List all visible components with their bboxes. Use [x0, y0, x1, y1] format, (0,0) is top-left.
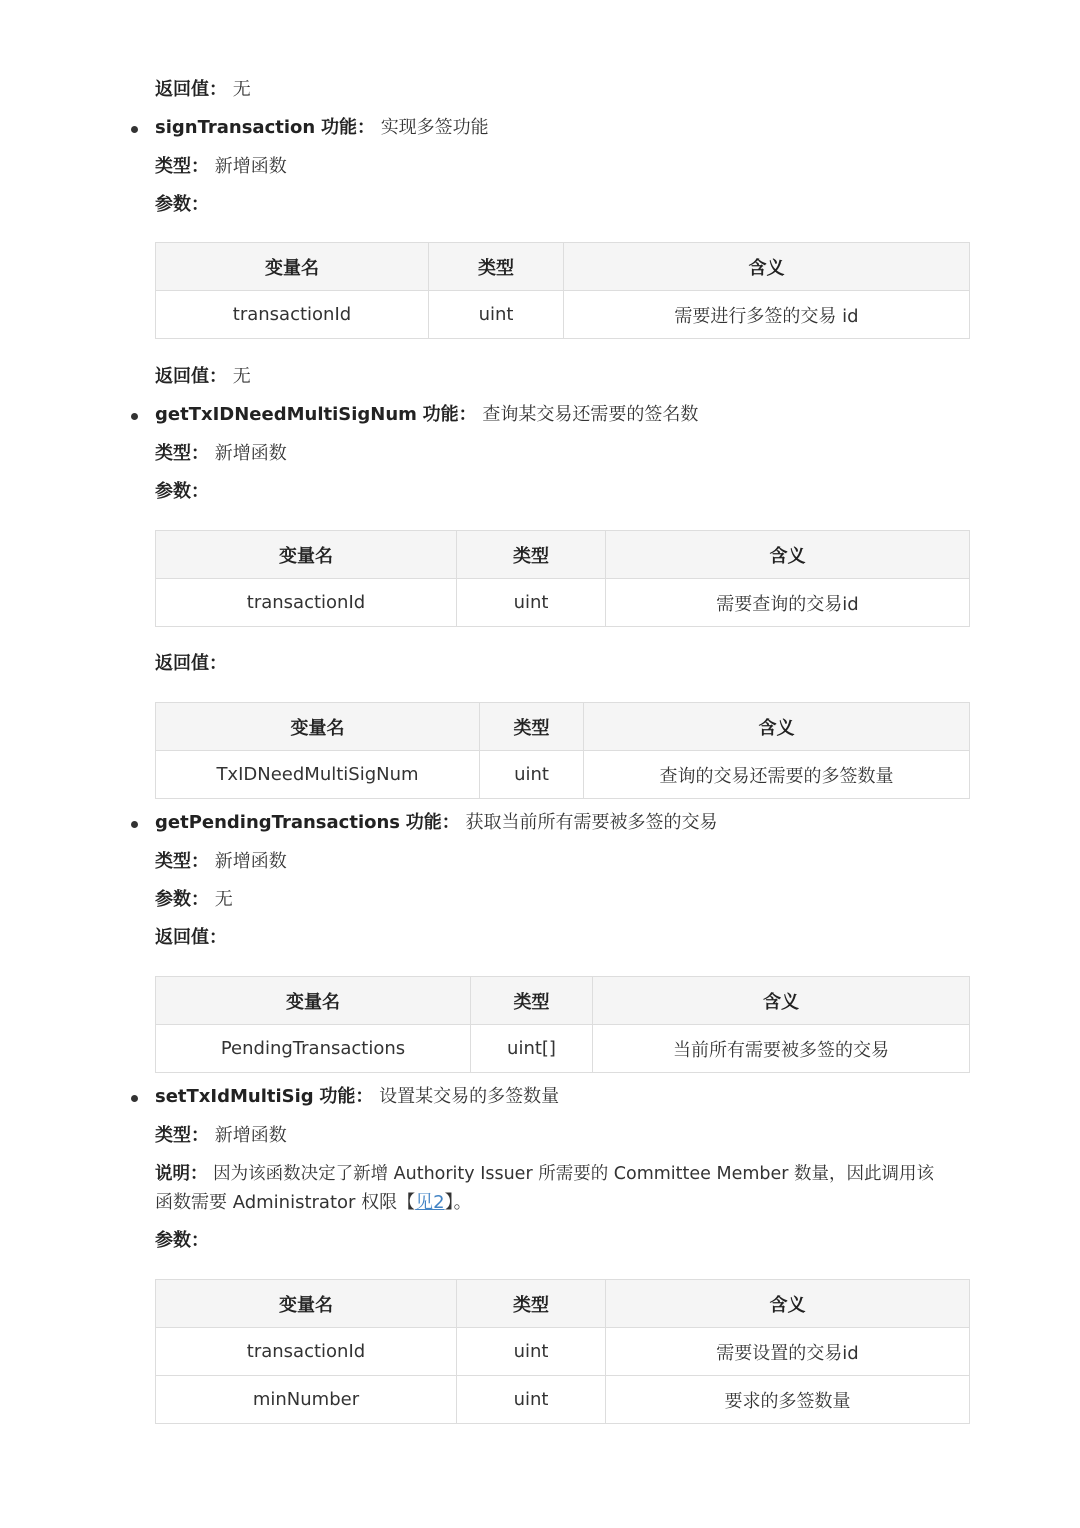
header-cell: 变量名 — [156, 1280, 457, 1328]
header-cell: 类型 — [457, 1280, 606, 1328]
type-label: 类型： — [155, 443, 209, 464]
type-value: 新增函数 — [214, 851, 287, 872]
header-cell: 类型 — [480, 703, 584, 751]
note-text: 】。 — [444, 1192, 472, 1213]
params-table — [155, 530, 970, 627]
table-cell: uint[] — [471, 1025, 593, 1073]
type-line — [155, 1122, 287, 1150]
bullet-dot — [131, 126, 138, 133]
return-label: 返回值： — [155, 79, 227, 100]
table-cell: 要求的多签数量 — [606, 1376, 970, 1424]
table-cell: uint — [457, 1376, 606, 1424]
function-heading — [155, 809, 717, 837]
type-line — [155, 848, 287, 876]
params-label: 参数： — [155, 889, 209, 910]
function-label: 功能： — [319, 1086, 374, 1107]
note-line — [155, 1160, 934, 1188]
table-row — [156, 1376, 970, 1424]
table-header-row — [156, 243, 970, 291]
header-cell: 含义 — [606, 1280, 970, 1328]
function-desc: 实现多签功能 — [380, 117, 489, 138]
type-line — [155, 153, 287, 181]
return-line — [155, 924, 227, 952]
return-line — [155, 363, 251, 391]
table-cell: uint — [457, 1328, 606, 1376]
table-cell: 需要设置的交易id — [606, 1328, 970, 1376]
table-header-row — [156, 703, 970, 751]
return-line — [155, 76, 251, 104]
params-label: 参数： — [155, 1230, 209, 1251]
header-cell: 含义 — [564, 243, 970, 291]
table-row — [156, 1328, 970, 1376]
function-heading — [155, 401, 698, 429]
table-header-row — [156, 977, 970, 1025]
note-line-2 — [155, 1189, 472, 1217]
bullet-dot — [131, 821, 138, 828]
header-cell: 含义 — [606, 531, 970, 579]
params-table — [155, 1279, 970, 1424]
table-cell: 查询的交易还需要的多签数量 — [584, 751, 970, 799]
bullet-dot — [131, 1095, 138, 1102]
params-line — [155, 886, 233, 914]
type-label: 类型： — [155, 851, 209, 872]
function-heading — [155, 114, 489, 142]
type-label: 类型： — [155, 156, 209, 177]
table-cell: transactionId — [156, 1328, 457, 1376]
params-table — [155, 242, 970, 339]
table-row — [156, 1025, 970, 1073]
note-label: 说明： — [155, 1164, 208, 1184]
header-cell: 变量名 — [156, 977, 471, 1025]
type-label: 类型： — [155, 1125, 209, 1146]
function-label: 功能： — [405, 812, 460, 833]
params-value: 无 — [214, 889, 233, 910]
table-cell: uint — [429, 291, 564, 339]
table-cell: uint — [480, 751, 584, 799]
return-value: 无 — [232, 366, 251, 387]
returns-table — [155, 702, 970, 799]
table-row — [156, 751, 970, 799]
table-cell: 需要查询的交易id — [606, 579, 970, 627]
header-cell: 类型 — [429, 243, 564, 291]
header-cell: 变量名 — [156, 531, 457, 579]
see-reference-link[interactable]: 见2 — [415, 1192, 445, 1213]
header-cell: 含义 — [584, 703, 970, 751]
table-cell: transactionId — [156, 579, 457, 627]
header-cell: 类型 — [471, 977, 593, 1025]
table-cell: uint — [457, 579, 606, 627]
table-cell: 当前所有需要被多签的交易 — [593, 1025, 970, 1073]
function-name: getPendingTransactions — [155, 812, 401, 833]
note-text: 函数需要 Administrator 权限【 — [155, 1192, 416, 1213]
type-value: 新增函数 — [214, 156, 287, 177]
type-value: 新增函数 — [214, 443, 287, 464]
params-line — [155, 478, 209, 506]
function-name: getTxIDNeedMultiSigNum — [155, 404, 417, 425]
header-cell: 变量名 — [156, 703, 480, 751]
function-name: setTxIdMultiSig — [155, 1086, 314, 1107]
note-text: 因为该函数决定了新增 Authority Issuer 所需要的 Committee Member 数量，因此调用该 — [213, 1164, 935, 1184]
function-heading — [155, 1083, 559, 1111]
table-row — [156, 291, 970, 339]
bullet-dot — [131, 413, 138, 420]
return-label: 返回值： — [155, 653, 227, 674]
return-label: 返回值： — [155, 366, 227, 387]
function-label: 功能： — [422, 404, 477, 425]
table-row — [156, 579, 970, 627]
return-value: 无 — [232, 79, 251, 100]
function-desc: 获取当前所有需要被多签的交易 — [465, 812, 718, 833]
table-cell: TxIDNeedMultiSigNum — [156, 751, 480, 799]
table-header-row — [156, 1280, 970, 1328]
header-cell: 含义 — [593, 977, 970, 1025]
header-cell: 变量名 — [156, 243, 429, 291]
function-desc: 设置某交易的多签数量 — [379, 1086, 560, 1107]
function-desc: 查询某交易还需要的签名数 — [482, 404, 699, 425]
type-value: 新增函数 — [214, 1125, 287, 1146]
table-cell: minNumber — [156, 1376, 457, 1424]
params-label: 参数： — [155, 481, 209, 502]
returns-table — [155, 976, 970, 1073]
params-line — [155, 191, 209, 219]
params-line — [155, 1227, 209, 1255]
return-label: 返回值： — [155, 927, 227, 948]
function-label: 功能： — [320, 117, 375, 138]
params-label: 参数： — [155, 194, 209, 215]
table-cell: 需要进行多签的交易 id — [564, 291, 970, 339]
function-name: signTransaction — [155, 117, 316, 138]
type-line — [155, 440, 287, 468]
table-cell: transactionId — [156, 291, 429, 339]
table-cell: PendingTransactions — [156, 1025, 471, 1073]
header-cell: 类型 — [457, 531, 606, 579]
table-header-row — [156, 531, 970, 579]
return-line — [155, 650, 227, 678]
